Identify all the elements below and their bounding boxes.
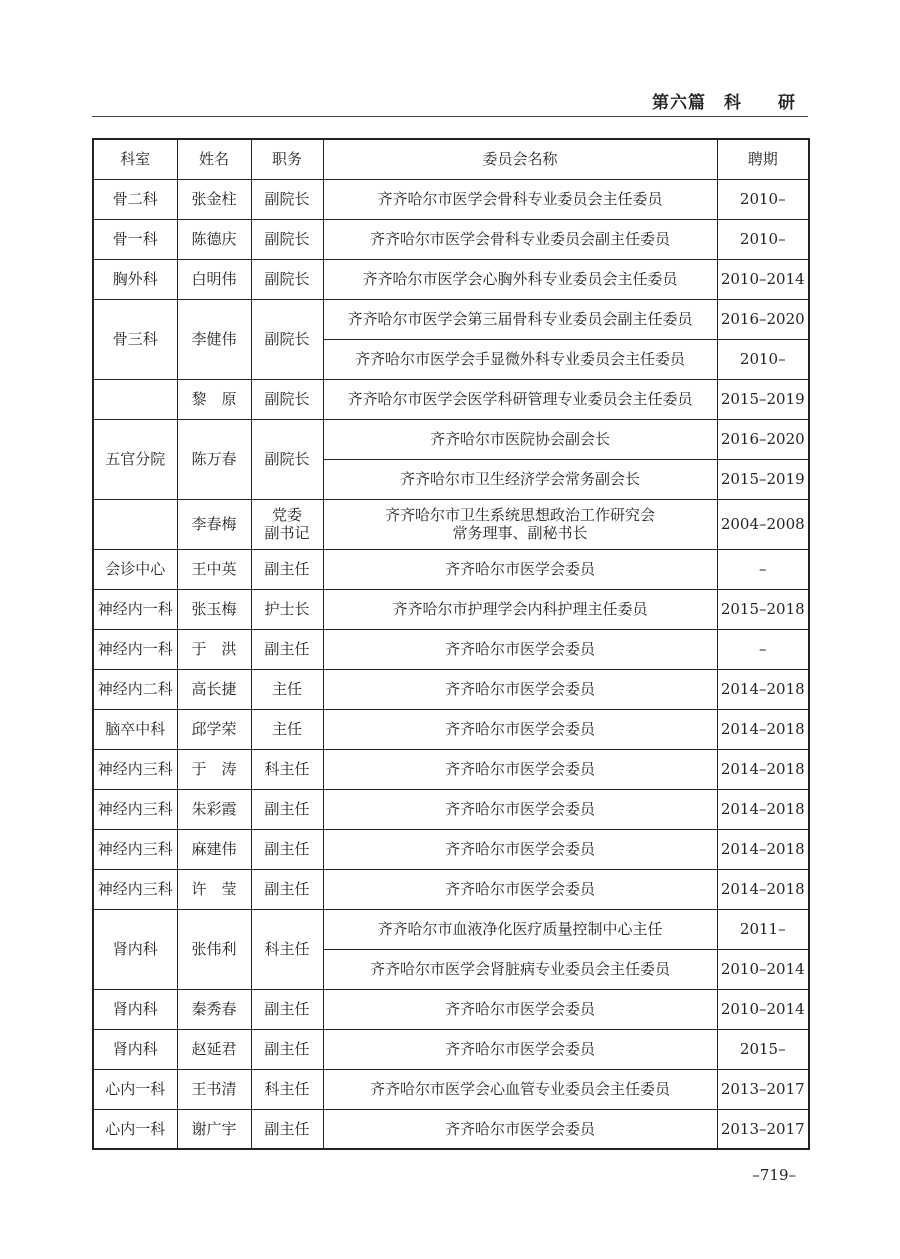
- name-cell: 麻建伟: [177, 829, 251, 869]
- name-cell: 谢广宇: [177, 1109, 251, 1149]
- table-row: [93, 219, 809, 259]
- dept-cell: 神经内二科: [93, 669, 177, 709]
- term-cell: 2013–2017: [717, 1109, 809, 1149]
- dept-cell: 神经内三科: [93, 869, 177, 909]
- dept-cell: 神经内一科: [93, 589, 177, 629]
- position-cell: 副院长: [251, 299, 323, 379]
- position-cell: 副院长: [251, 179, 323, 219]
- term-cell: 2010–: [717, 339, 809, 379]
- term-cell: 2004–2008: [717, 499, 809, 549]
- dept-cell: 神经内一科: [93, 629, 177, 669]
- committee-table: [92, 138, 810, 1150]
- table-row: [93, 629, 809, 669]
- table-row: [93, 299, 809, 339]
- term-cell: 2014–2018: [717, 669, 809, 709]
- position-cell: 科主任: [251, 1069, 323, 1109]
- table-row: [93, 709, 809, 749]
- table-row: [93, 589, 809, 629]
- header-title: 职务: [251, 139, 323, 179]
- position-cell: 副主任: [251, 1109, 323, 1149]
- table-row: [93, 749, 809, 789]
- committee-cell: 齐齐哈尔市医院协会副会长: [323, 419, 717, 459]
- committee-cell: 齐齐哈尔市医学会委员: [323, 629, 717, 669]
- name-cell: 赵延君: [177, 1029, 251, 1069]
- dept-cell: 神经内三科: [93, 829, 177, 869]
- position-cell: 主任: [251, 669, 323, 709]
- table-row: [93, 909, 809, 949]
- position-cell: 副主任: [251, 869, 323, 909]
- term-cell: 2015–: [717, 1029, 809, 1069]
- dept-cell: [93, 379, 177, 419]
- table-row: [93, 499, 809, 549]
- position-cell: 主任: [251, 709, 323, 749]
- position-cell: 副院长: [251, 379, 323, 419]
- committee-cell: 齐齐哈尔市血液净化医疗质量控制中心主任: [323, 909, 717, 949]
- term-cell: 2010–: [717, 179, 809, 219]
- term-cell: 2016–2020: [717, 299, 809, 339]
- dept-cell: 心内一科: [93, 1109, 177, 1149]
- header-name: 姓名: [177, 139, 251, 179]
- table-body: [93, 179, 809, 1149]
- dept-cell: 肾内科: [93, 1029, 177, 1069]
- dept-cell: 骨一科: [93, 219, 177, 259]
- committee-cell: 齐齐哈尔市医学会委员: [323, 1109, 717, 1149]
- table-row: [93, 419, 809, 459]
- committee-cell: 齐齐哈尔市医学会委员: [323, 789, 717, 829]
- position-cell: 副主任: [251, 629, 323, 669]
- committee-cell: 齐齐哈尔市医学会委员: [323, 709, 717, 749]
- term-cell: 2010–2014: [717, 259, 809, 299]
- dept-cell: 心内一科: [93, 1069, 177, 1109]
- section-title: 第六篇 科 研: [652, 93, 796, 113]
- committee-cell: 齐齐哈尔市医学会委员: [323, 829, 717, 869]
- term-cell: 2013–2017: [717, 1069, 809, 1109]
- name-cell: 朱彩霞: [177, 789, 251, 829]
- dept-cell: 肾内科: [93, 989, 177, 1029]
- term-cell: 2016–2020: [717, 419, 809, 459]
- committee-cell: 齐齐哈尔市医学会心血管专业委员会主任委员: [323, 1069, 717, 1109]
- table-row: [93, 989, 809, 1029]
- dept-cell: 骨三科: [93, 299, 177, 379]
- dept-cell: 会诊中心: [93, 549, 177, 589]
- position-cell: 党委 副书记: [251, 499, 323, 549]
- table-row: [93, 789, 809, 829]
- term-cell: 2010–: [717, 219, 809, 259]
- term-cell: 2010–2014: [717, 989, 809, 1029]
- term-cell: –: [717, 629, 809, 669]
- position-cell: 副主任: [251, 829, 323, 869]
- table-row: [93, 869, 809, 909]
- name-cell: 于 涛: [177, 749, 251, 789]
- dept-cell: 胸外科: [93, 259, 177, 299]
- position-cell: 副主任: [251, 789, 323, 829]
- position-cell: 副主任: [251, 989, 323, 1029]
- name-cell: 秦秀春: [177, 989, 251, 1029]
- name-cell: 于 洪: [177, 629, 251, 669]
- name-cell: 陈德庆: [177, 219, 251, 259]
- table-row: [93, 829, 809, 869]
- table-row: [93, 669, 809, 709]
- committee-cell: 齐齐哈尔市医学会委员: [323, 869, 717, 909]
- dept-cell: 骨二科: [93, 179, 177, 219]
- term-cell: 2015–2019: [717, 379, 809, 419]
- header-committee: 委员会名称: [323, 139, 717, 179]
- position-cell: 副主任: [251, 1029, 323, 1069]
- table-header-row: [93, 139, 809, 179]
- dept-cell: 五官分院: [93, 419, 177, 499]
- term-cell: –: [717, 549, 809, 589]
- term-cell: 2011–: [717, 909, 809, 949]
- name-cell: 陈万春: [177, 419, 251, 499]
- committee-cell: 齐齐哈尔市医学会委员: [323, 549, 717, 589]
- name-cell: 李健伟: [177, 299, 251, 379]
- header-divider: [92, 116, 808, 117]
- committee-cell: 齐齐哈尔市医学会第三届骨科专业委员会副主任委员: [323, 299, 717, 339]
- term-cell: 2015–2018: [717, 589, 809, 629]
- term-cell: 2014–2018: [717, 869, 809, 909]
- dept-cell: 神经内三科: [93, 789, 177, 829]
- table-row: [93, 1029, 809, 1069]
- committee-cell: 齐齐哈尔市医学会委员: [323, 669, 717, 709]
- table-row: [93, 1109, 809, 1149]
- committee-cell: 齐齐哈尔市医学会骨科专业委员会副主任委员: [323, 219, 717, 259]
- position-cell: 副院长: [251, 419, 323, 499]
- committee-cell: 齐齐哈尔市医学会医学科研管理专业委员会主任委员: [323, 379, 717, 419]
- committee-cell: 齐齐哈尔市医学会委员: [323, 1029, 717, 1069]
- name-cell: 张金柱: [177, 179, 251, 219]
- position-cell: 副院长: [251, 219, 323, 259]
- committee-cell: 齐齐哈尔市护理学会内科护理主任委员: [323, 589, 717, 629]
- name-cell: 张玉梅: [177, 589, 251, 629]
- name-cell: 黎 原: [177, 379, 251, 419]
- table-row: [93, 259, 809, 299]
- position-cell: 副主任: [251, 549, 323, 589]
- table-row: [93, 1069, 809, 1109]
- header-dept: 科室: [93, 139, 177, 179]
- term-cell: 2014–2018: [717, 789, 809, 829]
- committee-cell: 齐齐哈尔市医学会委员: [323, 749, 717, 789]
- name-cell: 张伟利: [177, 909, 251, 989]
- position-cell: 科主任: [251, 909, 323, 989]
- term-cell: 2014–2018: [717, 709, 809, 749]
- dept-cell: 肾内科: [93, 909, 177, 989]
- committee-cell: 齐齐哈尔市医学会心胸外科专业委员会主任委员: [323, 259, 717, 299]
- dept-cell: 神经内三科: [93, 749, 177, 789]
- term-cell: 2010–2014: [717, 949, 809, 989]
- term-cell: 2015–2019: [717, 459, 809, 499]
- name-cell: 邱学荣: [177, 709, 251, 749]
- table-row: [93, 179, 809, 219]
- name-cell: 白明伟: [177, 259, 251, 299]
- name-cell: 王中英: [177, 549, 251, 589]
- committee-cell: 齐齐哈尔市卫生经济学会常务副会长: [323, 459, 717, 499]
- dept-cell: 脑卒中科: [93, 709, 177, 749]
- name-cell: 高长捷: [177, 669, 251, 709]
- name-cell: 王书清: [177, 1069, 251, 1109]
- committee-cell: 齐齐哈尔市医学会委员: [323, 989, 717, 1029]
- committee-cell: 齐齐哈尔市医学会骨科专业委员会主任委员: [323, 179, 717, 219]
- dept-cell: [93, 499, 177, 549]
- term-cell: 2014–2018: [717, 829, 809, 869]
- name-cell: 许 莹: [177, 869, 251, 909]
- name-cell: 李春梅: [177, 499, 251, 549]
- term-cell: 2014–2018: [717, 749, 809, 789]
- committee-cell: 齐齐哈尔市医学会手显微外科专业委员会主任委员: [323, 339, 717, 379]
- position-cell: 护士长: [251, 589, 323, 629]
- table-row: [93, 549, 809, 589]
- table-row: [93, 379, 809, 419]
- header-term: 聘期: [717, 139, 809, 179]
- position-cell: 副院长: [251, 259, 323, 299]
- committee-cell: 齐齐哈尔市卫生系统思想政治工作研究会 常务理事、副秘书长: [323, 499, 717, 549]
- position-cell: 科主任: [251, 749, 323, 789]
- page-number: –719–: [752, 1166, 796, 1184]
- committee-cell: 齐齐哈尔市医学会肾脏病专业委员会主任委员: [323, 949, 717, 989]
